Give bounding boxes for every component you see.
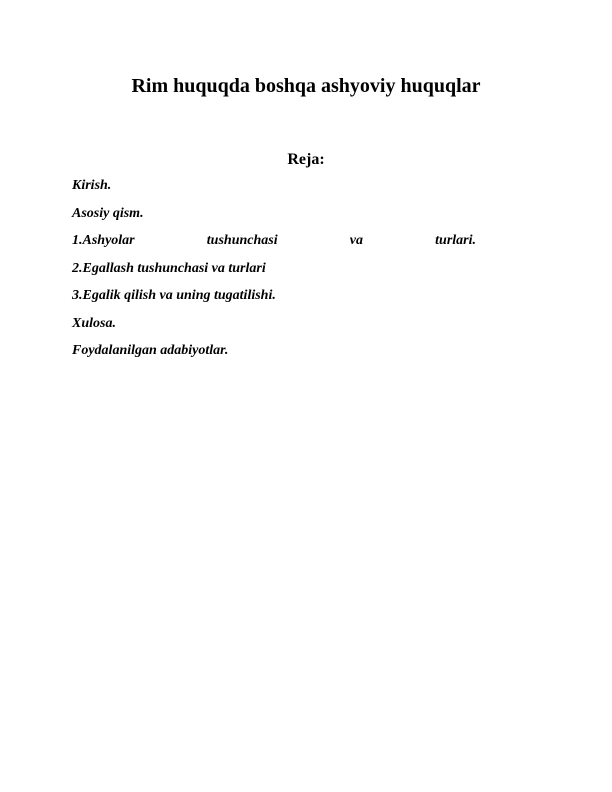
document-title: Rim huquqda boshqa ashyoviy huquqlar [131,75,481,97]
plan-item-word: va [349,233,363,248]
plan-list [72,177,476,370]
plan-item-conclusion: Xulosa. [72,315,116,331]
plan-item-word: turlari. [435,233,476,248]
plan-item-main-part: Asosiy qism. [72,205,144,221]
plan-item-possession: 3.Egalik qilish va uning tugatilishi. [72,288,276,303]
plan-heading: Reja: [287,151,325,168]
plan-item-introduction: Kirish. [72,178,112,193]
plan-item-word: tushunchasi [206,233,278,248]
plan-item-acquisition: 2.Egallash tushunchasi va turlari [72,260,266,276]
plan-item-word: 1.Ashyolar [72,233,135,248]
plan-item-references: Foydalanilgan adabiyotlar. [72,343,229,358]
plan-item-things-concept [72,232,476,250]
